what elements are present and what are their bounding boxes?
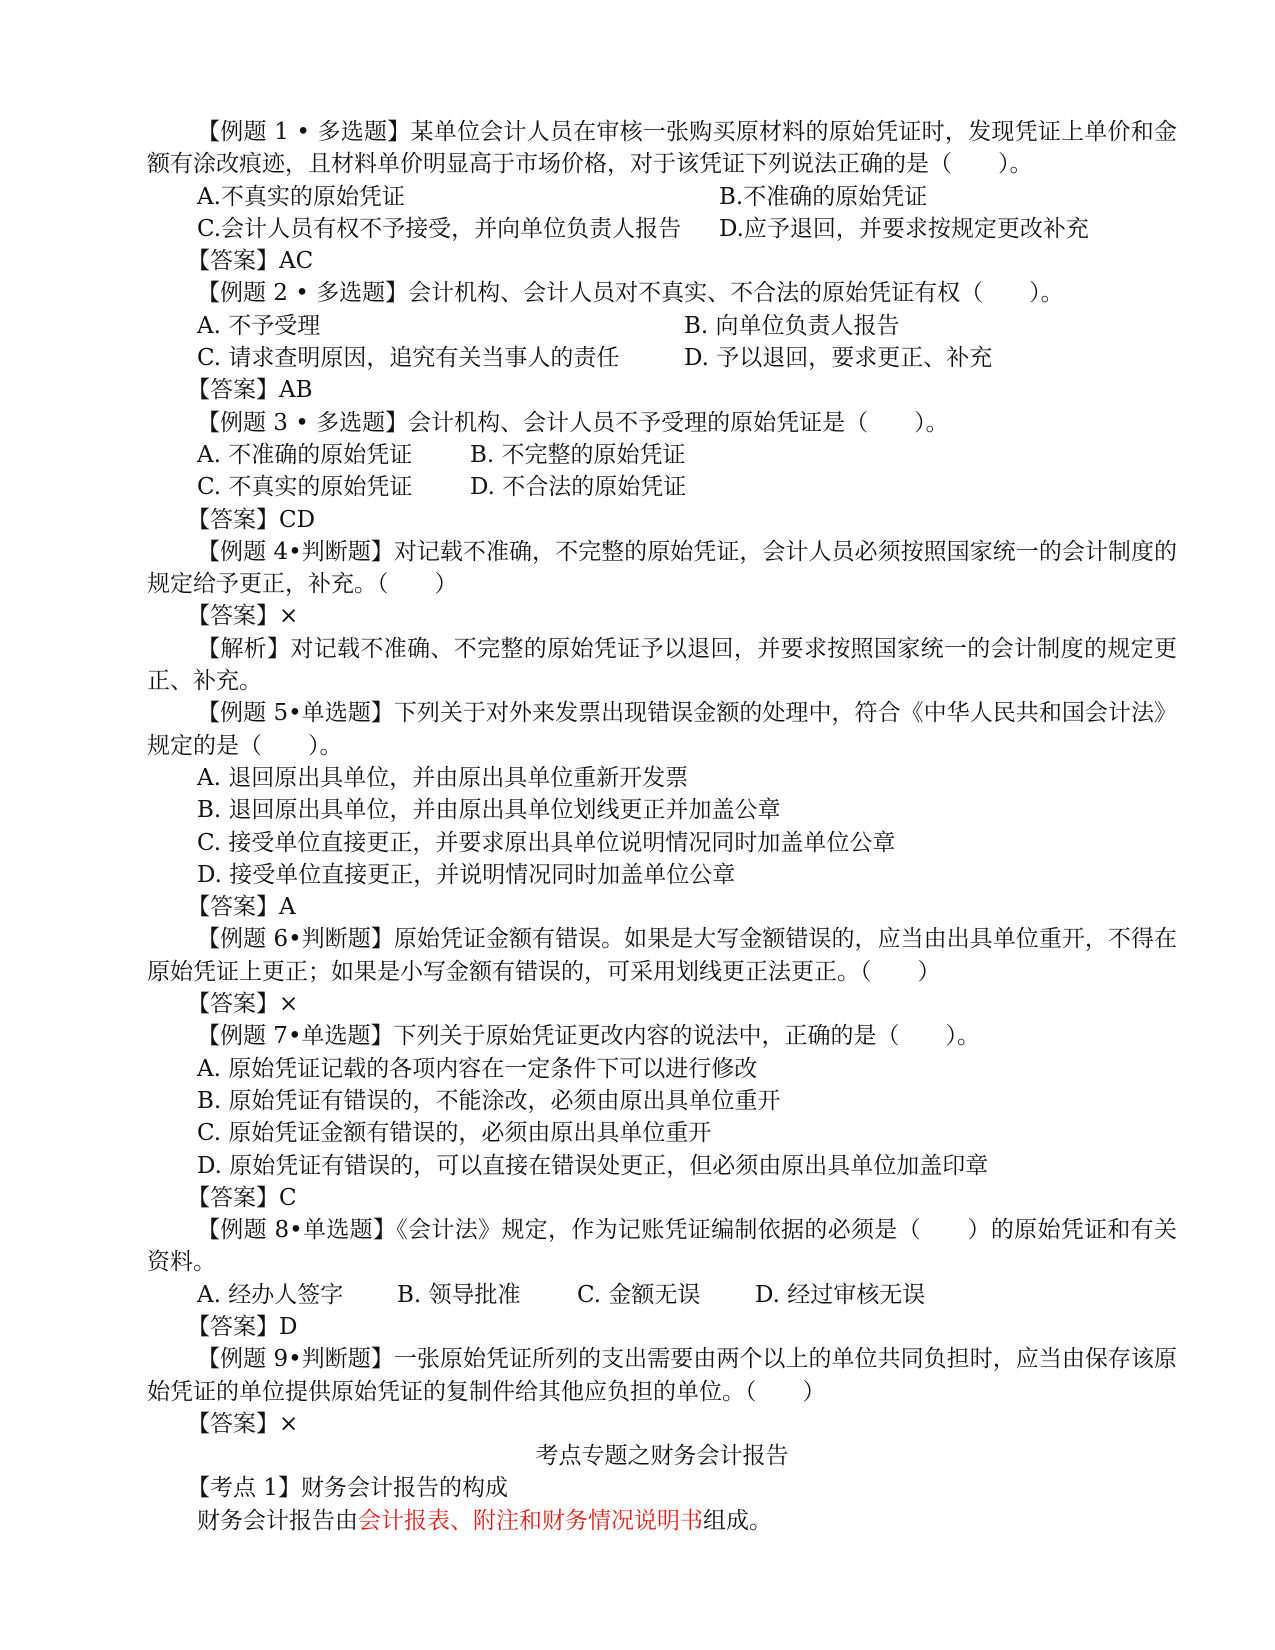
question-3: 【例题 3 • 多选题】会计机构、会计人员不予受理的原始凭证是（ ）。 [197, 409, 949, 436]
option-a: A. 不予受理 [197, 312, 321, 339]
document-page [147, 116, 1177, 1537]
answer-4: 【答案】× [187, 603, 299, 630]
option-d: D. 予以退回，要求更正、补充 [684, 345, 993, 372]
question-8: 【例题 8•单选题】《会计法》规定，作为记账凭证编制依据的必须是（ ）的原始凭证和有关资料。 [147, 1217, 1177, 1276]
option-a: A.不真实的原始凭证 [197, 183, 405, 210]
question-1-options-row-2 [147, 213, 1177, 245]
option-d: D. 原始凭证有错误的，可以直接在错误处更正，但必须由原出具单位加盖印章 [197, 1152, 989, 1179]
option-b: B. 向单位负责人报告 [684, 312, 900, 339]
option-c: C. 原始凭证金额有错误的，必须由原出具单位重开 [197, 1120, 712, 1147]
option-b: B. 退回原出具单位，并由原出具单位划线更正并加盖公章 [197, 797, 781, 824]
question-3-options-row-2 [147, 471, 1177, 503]
option-c: C. 接受单位直接更正，并要求原出具单位说明情况同时加盖单位公章 [197, 829, 896, 856]
question-3-options-row-1 [147, 439, 1177, 471]
section-text-highlight: 会计报表、附注和财务情况说明书 [358, 1507, 703, 1534]
answer-5: 【答案】A [187, 894, 296, 921]
question-1: 【例题 1 • 多选题】某单位会计人员在审核一张购买原材料的原始凭证时，发现凭证上单价和金额有涂改痕迹，且材料单价明显高于市场价格，对于该凭证下列说法正确的是（ ）。 [147, 119, 1177, 178]
question-8-options [147, 1279, 1177, 1311]
option-c: C. 金额无误 [577, 1281, 701, 1308]
option-d: D. 接受单位直接更正，并说明情况同时加盖单位公章 [197, 861, 736, 888]
option-a: A. 经办人签字 [197, 1281, 344, 1308]
question-2-options-row-2 [147, 342, 1177, 374]
option-d: D.应予退回，并要求按规定更改补充 [719, 215, 1089, 242]
option-b: B. 领导批准 [397, 1281, 521, 1308]
answer-8: 【答案】D [187, 1313, 298, 1340]
answer-2: 【答案】AB [187, 377, 313, 404]
question-7: 【例题 7•单选题】下列关于原始凭证更改内容的说法中，正确的是（ ）。 [197, 1023, 981, 1050]
answer-1: 【答案】AC [187, 248, 314, 275]
section-title: 考点专题之财务会计报告 [535, 1443, 789, 1470]
section-text-before: 财务会计报告由 [197, 1507, 358, 1534]
question-4: 【例题 4•判断题】对记载不准确，不完整的原始凭证，会计人员必须按照国家统一的会计制度的规定给予更正，补充。（ ） [147, 538, 1177, 598]
section-text-after: 组成。 [703, 1507, 772, 1534]
question-2: 【例题 2 • 多选题】会计机构、会计人员对不真实、不合法的原始凭证有权（ ）。 [197, 280, 1064, 307]
question-6: 【例题 6•判断题】原始凭证金额有错误。如果是大写金额错误的，应当由出具单位重开，不得在原始凭证上更正；如果是小写金额有错误的，可采用划线更正法更正。（ ） [147, 926, 1177, 985]
option-b: B.不准确的原始凭证 [719, 183, 928, 210]
section-text [147, 1505, 1177, 1537]
option-b: B. 不完整的原始凭证 [470, 441, 686, 468]
answer-9: 【答案】× [187, 1410, 299, 1437]
question-1-options-row-1 [147, 181, 1177, 213]
analysis-4: 【解析】对记载不准确、不完整的原始凭证予以退回，并要求按照国家统一的会计制度的规定更正、补充。 [147, 635, 1177, 695]
option-b: B. 原始凭证有错误的，不能涂改，必须由原出具单位重开 [197, 1087, 781, 1114]
question-2-options-row-1 [147, 310, 1177, 342]
question-9: 【例题 9•判断题】一张原始凭证所列的支出需要由两个以上的单位共同负担时，应当由保存该原始凭证的单位提供原始凭证的复制件给其他应负担的单位。（ ） [147, 1346, 1177, 1405]
answer-3: 【答案】CD [187, 506, 316, 533]
option-a: A. 退回原出具单位，并由原出具单位重新开发票 [197, 764, 689, 791]
option-d: D. 经过审核无误 [755, 1281, 926, 1308]
answer-7: 【答案】C [187, 1184, 297, 1211]
option-c: C. 请求查明原因，追究有关当事人的责任 [197, 345, 620, 372]
option-a: A. 原始凭证记载的各项内容在一定条件下可以进行修改 [197, 1055, 758, 1082]
section-point: 【考点 1】财务会计报告的构成 [187, 1475, 508, 1502]
option-c: C. 不真实的原始凭证 [197, 474, 413, 501]
option-c: C.会计人员有权不予接受，并向单位负责人报告 [197, 215, 682, 242]
answer-6: 【答案】× [187, 991, 299, 1018]
option-a: A. 不准确的原始凭证 [197, 441, 413, 468]
question-5: 【例题 5•单选题】下列关于对外来发票出现错误金额的处理中，符合《中华人民共和国会计法》规定的是（ ）。 [147, 700, 1177, 759]
option-d: D. 不合法的原始凭证 [470, 474, 687, 501]
